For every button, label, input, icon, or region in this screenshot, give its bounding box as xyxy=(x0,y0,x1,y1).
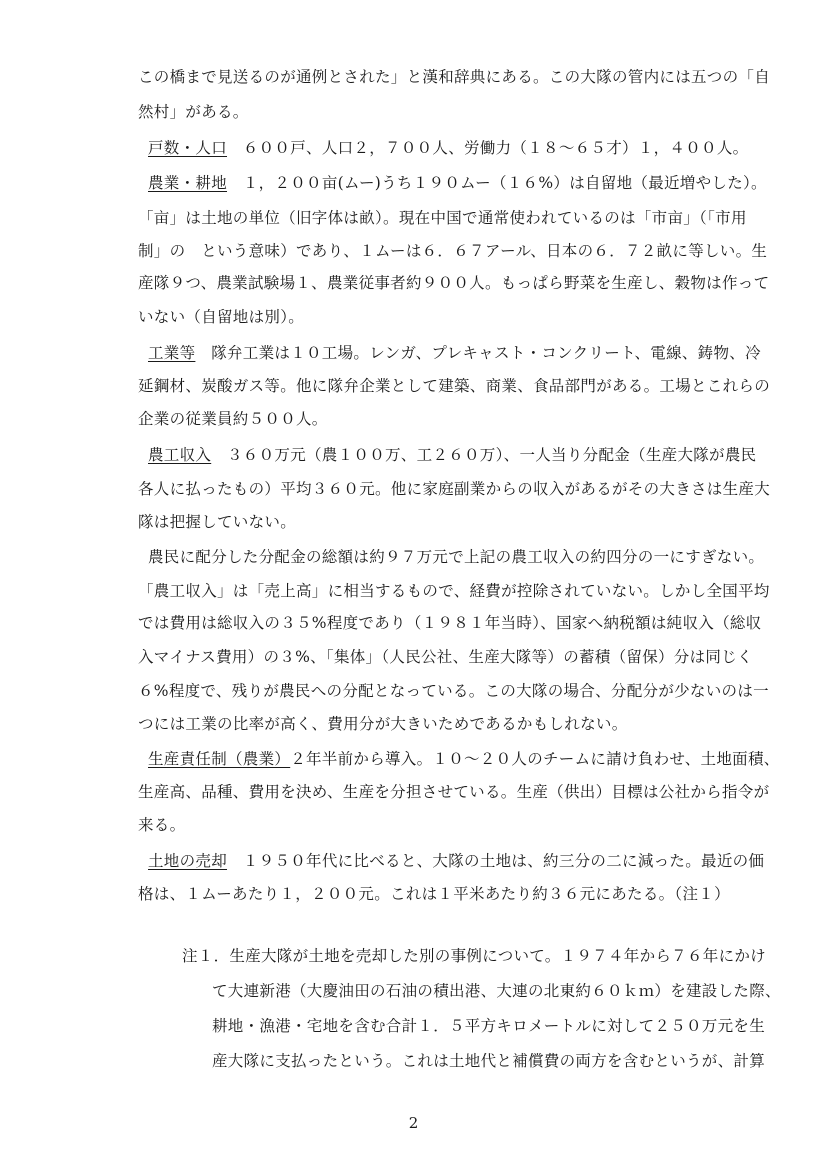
item-heading: 生産責任制（農業） xyxy=(148,750,291,768)
body-line: 然村」がある。 xyxy=(138,103,249,121)
item-heading: 工業等 xyxy=(148,344,196,362)
page-number: 2 xyxy=(408,1114,419,1132)
item-land-sale xyxy=(148,850,768,872)
item-text: ２年半前から導入。１０〜２０人のチームに請け負わせ、土地面積、 xyxy=(290,750,780,768)
body-line: 制」の という意味）であり、１ムーは６．６７アール、日本の６．７２畝に等しい。生 xyxy=(138,242,768,260)
item-text: １９５０年代に比べると、大隊の土地は、約三分の二に減った。最近の価 xyxy=(227,852,765,870)
body-line: いない（自留地は別）。 xyxy=(138,308,305,326)
body-line: 入マイナス費用）の３%、「集体」（人民公社、生産大隊等）の蓄積（留保）分は同じく xyxy=(138,648,753,666)
item-agriculture xyxy=(148,172,768,194)
item-text: ６００戸、人口２，７００人、労働力（１８〜６５才）１，４００人。 xyxy=(227,139,749,157)
body-line: では費用は総収入の３５%程度であり（１９８１年当時）、国家へ納税額は純収入（総収 xyxy=(138,614,762,632)
body-line: 「農工収入」は「売上高」に相当するもので、経費が控除されていない。しかし全国平均 xyxy=(138,582,770,600)
item-text: １，２００亩(ムー)うち１９０ムー（１６%）は自留地（最近増やした）。 xyxy=(227,174,767,192)
item-text: ３６０万元（農１００万、工２６０万）、一人当り分配金（生産大隊が農民 xyxy=(211,446,757,464)
body-line: つには工業の比率が高く、費用分が大きいためであるかもしれない。 xyxy=(138,715,628,733)
body-line: 企業の従業員約５００人。 xyxy=(138,410,328,428)
body-line: 生産高、品種、費用を決め、生産を分担させている。生産（供出）目標は公社から指令が xyxy=(138,783,770,801)
footnote-line: 注１．生産大隊が土地を売却した別の事例について。１９７４年から７６年にかけ xyxy=(182,947,766,965)
item-heading: 戸数・人口 xyxy=(148,139,228,157)
item-text: 隊弁工業は１０工場。レンガ、プレキャスト・コンクリート、電線、鋳物、冷 xyxy=(195,344,761,362)
body-line: 来る。 xyxy=(138,816,186,834)
item-responsibility xyxy=(148,748,780,770)
footnote-line: て大連新港（大慶油田の石油の積出港、大連の北東約６０ｋｍ）を建設した際、 xyxy=(212,982,781,1000)
footnote-line: 産大隊に支払ったという。これは土地代と補償費の両方を含むというが、計算 xyxy=(212,1052,766,1070)
body-line: 各人に払ったもの）平均３６０元。他に家庭副業からの収入があるがその大きさは生産大 xyxy=(138,480,771,498)
item-industry xyxy=(148,342,768,364)
body-line: この橋まで見送るのが通例とされた」と漢和辞典にある。この大隊の管内には五つの「自 xyxy=(138,68,771,86)
body-line: 格は、１ムーあたり１，２００元。これは１平米あたり約３６元にあたる。（注１） xyxy=(138,885,730,903)
item-heading: 農工収入 xyxy=(148,446,212,464)
item-heading: 土地の売却 xyxy=(148,852,228,870)
body-line: 農民に配分した分配金の総額は約９７万元で上記の農工収入の約四分の一にすぎない。 xyxy=(148,548,765,566)
item-income xyxy=(148,444,768,466)
item-households xyxy=(148,137,768,159)
body-line: 隊は把握していない。 xyxy=(138,513,297,531)
body-line: ６%程度で、残りが農民への分配となっている。この大隊の場合、分配分が少ないのは一 xyxy=(138,682,769,700)
item-heading: 農業・耕地 xyxy=(148,174,228,192)
body-line: 産隊９つ、農業試験場１、農業従事者約９００人。もっぱら野菜を生産し、穀物は作って xyxy=(138,274,770,292)
footnote-line: 耕地・漁港・宅地を含む合計１．５平方キロメートルに対して２５０万元を生 xyxy=(212,1017,766,1035)
body-line: 延鋼材、炭酸ガス等。他に隊弁企業として建築、商業、食品部門がある。工場とこれらの xyxy=(138,377,771,395)
body-line: 「亩」は土地の単位（旧字体は畝）。現在中国で通常使われているのは「市亩」（「市用 xyxy=(138,209,747,227)
